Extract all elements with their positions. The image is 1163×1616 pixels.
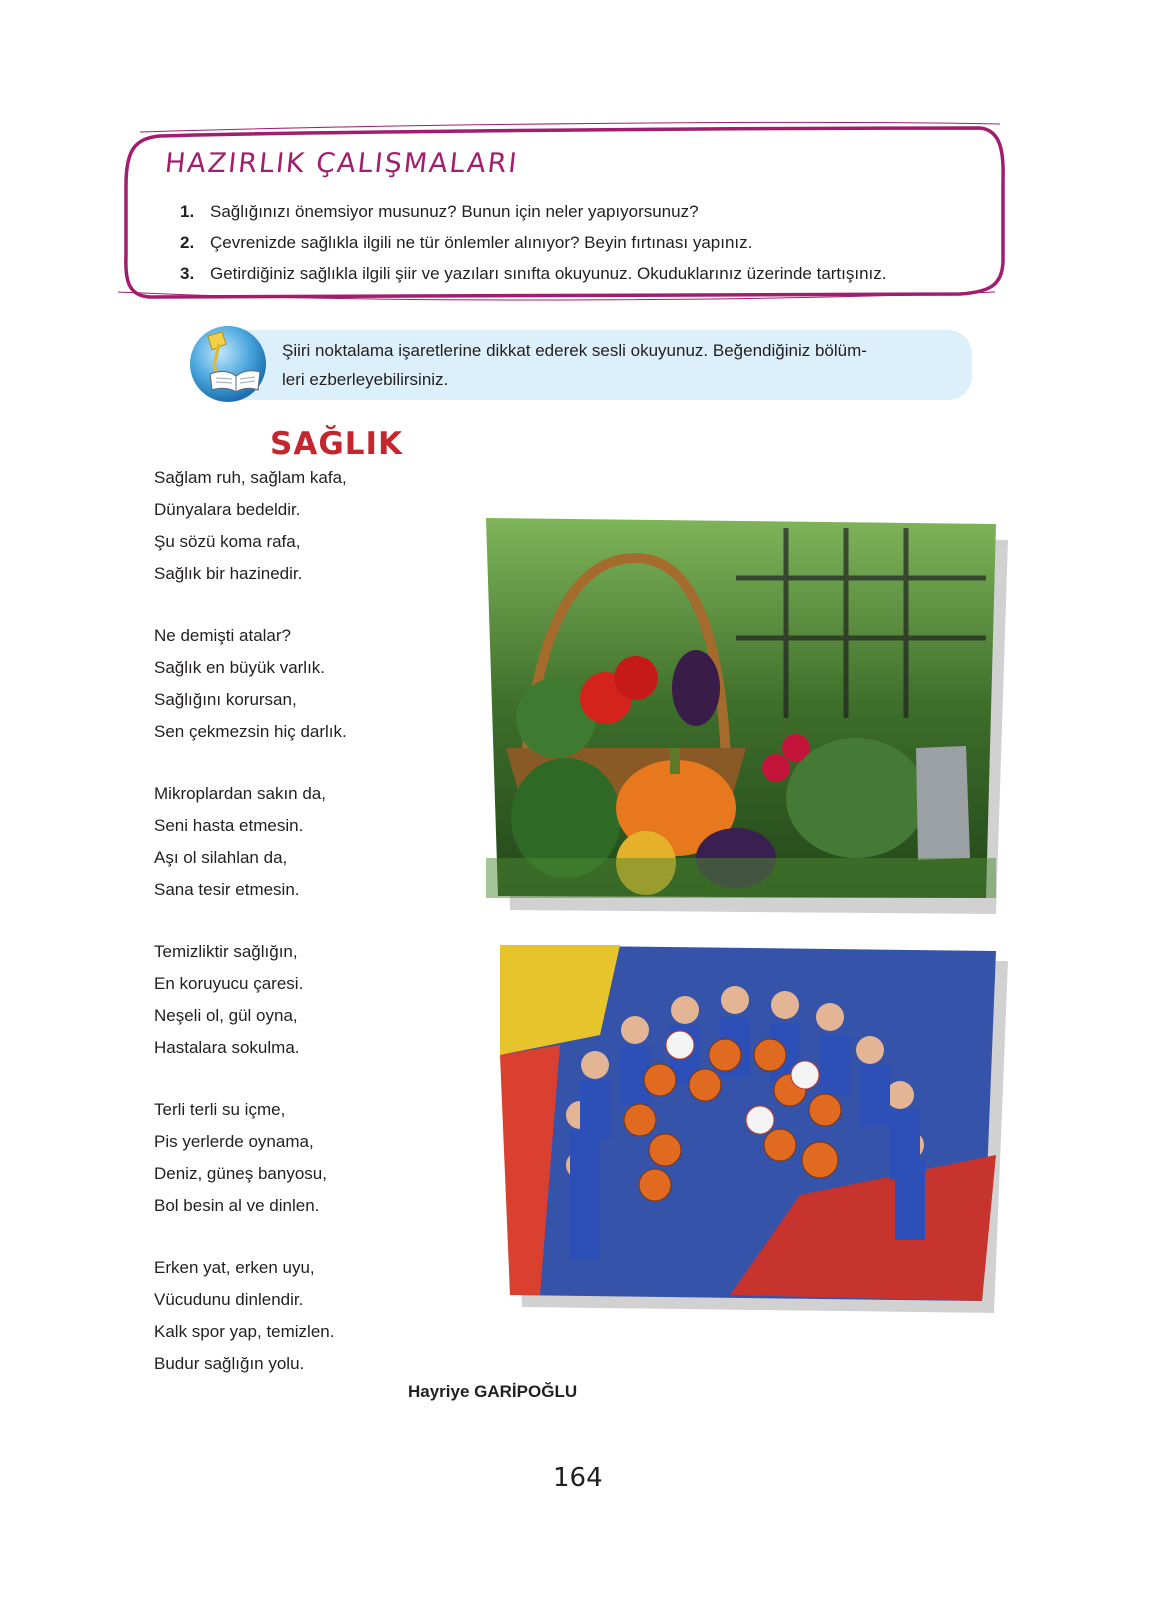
poem-line: Sana tesir etmesin. bbox=[154, 880, 300, 899]
poem-line: Sağlam ruh, sağlam kafa, bbox=[154, 468, 347, 487]
item-text: Sağlığınızı önemsiyor musunuz? Bunun için neler yapıyorsunuz? bbox=[210, 202, 699, 221]
item-text: Getirdiğiniz sağlıkla ilgili şiir ve yazıları sınıfta okuyunuz. Okuduklarınız üzerinde tartışınız. bbox=[210, 264, 887, 283]
poem-line: Sağlığını korursan, bbox=[154, 690, 297, 709]
list-item bbox=[180, 196, 887, 227]
children-basketball-photo bbox=[500, 945, 1010, 1315]
poem-line: Şu sözü koma rafa, bbox=[154, 532, 301, 551]
poem-stanza bbox=[154, 1252, 347, 1380]
instruction-line: Şiiri noktalama işaretlerine dikkat ederek sesli okuyunuz. Beğendiğiniz bölüm- bbox=[282, 341, 867, 360]
poem-line: Erken yat, erken uyu, bbox=[154, 1258, 315, 1277]
poem-line: Pis yerlerde oynama, bbox=[154, 1132, 314, 1151]
poem-body bbox=[154, 462, 347, 1410]
item-text: Çevrenizde sağlıkla ilgili ne tür önlemler alınıyor? Beyin fırtınası yapınız. bbox=[210, 233, 753, 252]
poem-line: Ne demişti atalar? bbox=[154, 626, 292, 645]
poem-stanza bbox=[154, 778, 347, 906]
reading-instruction bbox=[232, 330, 972, 400]
poem-line: En koruyucu çaresi. bbox=[154, 974, 304, 993]
poem-line: Aşı ol silahlan da, bbox=[154, 848, 288, 867]
list-item bbox=[180, 227, 887, 258]
poem-line: Dünyalara bedeldir. bbox=[154, 500, 301, 519]
poem-stanza bbox=[154, 1094, 347, 1222]
poem-line: Bol besin al ve dinlen. bbox=[154, 1196, 320, 1215]
poem-line: Sağlık bir hazinedir. bbox=[154, 564, 303, 583]
item-number: 2. bbox=[180, 233, 195, 252]
poem-line: Seni hasta etmesin. bbox=[154, 816, 304, 835]
poem-line: Mikroplardan sakın da, bbox=[154, 784, 326, 803]
instruction-text bbox=[282, 336, 962, 394]
poem-line: Vücudunu dinlendir. bbox=[154, 1290, 304, 1309]
vegetables-photo bbox=[486, 518, 1010, 918]
poem-stanza bbox=[154, 936, 347, 1064]
preparation-title: HAZIRLIK ÇALIŞMALARI bbox=[163, 148, 521, 179]
poem-stanza bbox=[154, 462, 347, 590]
instruction-line: leri ezberleyebilirsiniz. bbox=[282, 370, 449, 389]
item-number: 3. bbox=[180, 264, 195, 283]
poem-line: Terli terli su içme, bbox=[154, 1100, 286, 1119]
preparation-list bbox=[180, 196, 887, 289]
lamp-book-icon bbox=[186, 322, 270, 406]
poem-line: Hastalara sokulma. bbox=[154, 1038, 300, 1057]
poem-line: Temizliktir sağlığın, bbox=[154, 942, 298, 961]
item-number: 1. bbox=[180, 202, 195, 221]
poem-stanza bbox=[154, 620, 347, 748]
poem-author: Hayriye GARİPOĞLU bbox=[408, 1382, 578, 1401]
poem-line: Deniz, güneş banyosu, bbox=[154, 1164, 327, 1183]
poem-line: Sen çekmezsin hiç darlık. bbox=[154, 722, 347, 741]
poem-line: Sağlık en büyük varlık. bbox=[154, 658, 326, 677]
poem-line: Neşeli ol, gül oyna, bbox=[154, 1006, 298, 1025]
poem-line: Kalk spor yap, temizlen. bbox=[154, 1322, 335, 1341]
poem-title: SAĞLIK bbox=[270, 426, 404, 462]
page-number: 164 bbox=[553, 1463, 603, 1493]
poem-line: Budur sağlığın yolu. bbox=[154, 1354, 305, 1373]
list-item bbox=[180, 258, 887, 289]
